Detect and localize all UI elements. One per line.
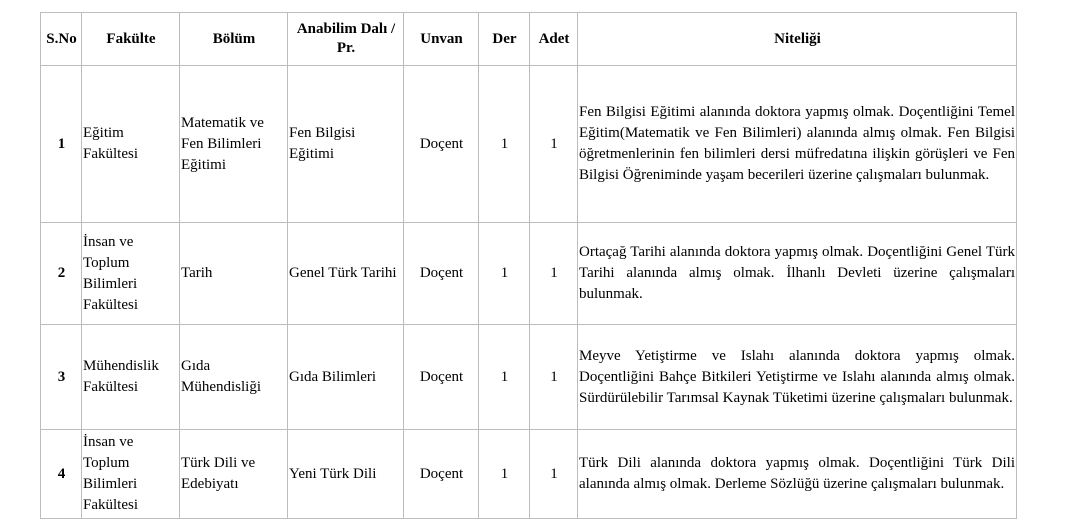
table-row: [41, 66, 1017, 223]
cell-niteligi: Ortaçağ Tarihi alanında doktora yapmış olmak. Doçentliğini Genel Türk Tarihi alanında almış olmak. İlhanlı Devleti üzerine çalışmaları bulunmak.: [578, 223, 1017, 325]
cell-fakulte: Mühendislik Fakültesi: [82, 325, 180, 430]
cell-adet: 1: [530, 430, 578, 519]
table-row: [41, 325, 1017, 430]
cell-adet: 1: [530, 325, 578, 430]
cell-bolum: Tarih: [180, 223, 288, 325]
header-fakulte: Fakülte: [82, 13, 180, 66]
cell-sno: 2: [41, 223, 82, 325]
cell-sno: 3: [41, 325, 82, 430]
cell-unvan: Doçent: [404, 325, 479, 430]
cell-fakulte: İnsan ve Toplum Bilimleri Fakültesi: [82, 430, 180, 519]
cell-der: 1: [479, 325, 530, 430]
header-unvan: Unvan: [404, 13, 479, 66]
cell-niteligi: Fen Bilgisi Eğitimi alanında doktora yapmış olmak. Doçentliğini Temel Eğitim(Matematik ve Fen Bilimleri) alanında almış olmak. Fen Bilgisi öğretmenlerinin fen bilimleri dersi müfredatına ilişkin görüşleri ve Fen Bilgisi Öğreniminde yaşam becerileri üzerine çalışmaları bulunmak.: [578, 66, 1017, 223]
positions-table: [40, 12, 1017, 519]
cell-der: 1: [479, 430, 530, 519]
header-der: Der: [479, 13, 530, 66]
table-row: [41, 223, 1017, 325]
header-anabilim: Anabilim Dalı / Pr.: [288, 13, 404, 66]
cell-bolum: Gıda Mühendisliği: [180, 325, 288, 430]
table-row: [41, 430, 1017, 519]
cell-anabilim: Genel Türk Tarihi: [288, 223, 404, 325]
cell-niteligi: Türk Dili alanında doktora yapmış olmak. Doçentliğini Türk Dili alanında almış olmak. Derleme Sözlüğü üzerine çalışmaları bulunmak.: [578, 430, 1017, 519]
cell-unvan: Doçent: [404, 223, 479, 325]
cell-der: 1: [479, 223, 530, 325]
cell-anabilim: Fen Bilgisi Eğitimi: [288, 66, 404, 223]
header-bolum: Bölüm: [180, 13, 288, 66]
cell-unvan: Doçent: [404, 430, 479, 519]
cell-unvan: Doçent: [404, 66, 479, 223]
cell-adet: 1: [530, 223, 578, 325]
header-row: [41, 13, 1017, 66]
cell-sno: 4: [41, 430, 82, 519]
cell-adet: 1: [530, 66, 578, 223]
cell-der: 1: [479, 66, 530, 223]
cell-bolum: Türk Dili ve Edebiyatı: [180, 430, 288, 519]
header-sno: S.No: [41, 13, 82, 66]
header-adet: Adet: [530, 13, 578, 66]
cell-niteligi: Meyve Yetiştirme ve Islahı alanında doktora yapmış olmak. Doçentliğini Bahçe Bitkileri Yetiştirme ve Islahı alanında almış olmak. Sürdürülebilir Tarımsal Kaynak Tüketimi üzerine çalışmaları bulunmak.: [578, 325, 1017, 430]
cell-sno: 1: [41, 66, 82, 223]
cell-anabilim: Yeni Türk Dili: [288, 430, 404, 519]
cell-anabilim: Gıda Bilimleri: [288, 325, 404, 430]
cell-bolum: Matematik ve Fen Bilimleri Eğitimi: [180, 66, 288, 223]
cell-fakulte: Eğitim Fakültesi: [82, 66, 180, 223]
cell-fakulte: İnsan ve Toplum Bilimleri Fakültesi: [82, 223, 180, 325]
header-niteligi: Niteliği: [578, 13, 1017, 66]
